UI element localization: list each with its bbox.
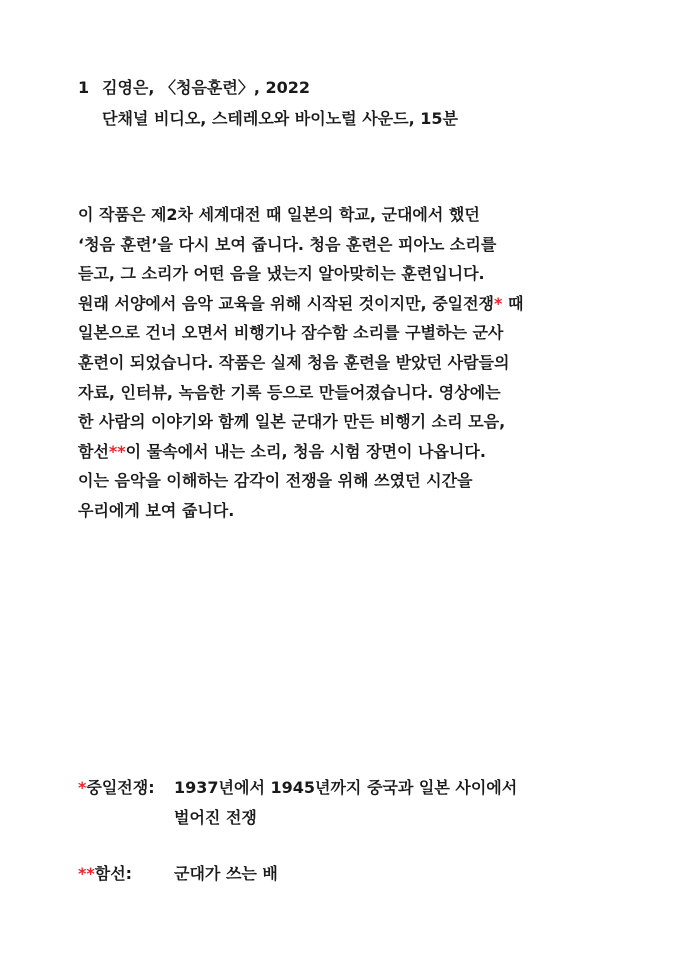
footnotes	[78, 773, 517, 889]
description-line	[78, 289, 638, 319]
footnote-definition	[174, 859, 278, 889]
artwork-description	[78, 200, 638, 526]
footnote-definition-line: 벌어진 전쟁	[174, 808, 257, 827]
description-line: 듣고, 그 소리가 어떤 음을 냈는지 알아맞히는 훈련입니다.	[78, 264, 485, 284]
description-line: ‘청음 훈련’을 다시 보여 줍니다. 청음 훈련은 피아노 소리를	[78, 234, 497, 254]
footnote-mark: *	[78, 778, 87, 797]
footnote-mark: **	[108, 441, 126, 461]
artwork-number: 1	[78, 78, 90, 97]
footnote-definition	[174, 773, 517, 833]
footnote-item	[78, 773, 517, 833]
description-text: 이 물속에서 내는 소리, 청음 시험 장면이 나옵니다.	[125, 441, 486, 461]
description-line: 한 사람의 이야기와 함께 일본 군대가 만든 비행기 소리 모음,	[78, 412, 506, 432]
description-line	[78, 437, 638, 467]
footnote-term-label: 중일전쟁:	[86, 778, 155, 797]
description-text: 함선	[78, 441, 109, 461]
description-line: 이는 음악을 이해하는 감각이 전쟁을 위해 쓰였던 시간을	[78, 471, 473, 491]
footnote-mark: *	[494, 293, 503, 313]
footnote-term	[78, 773, 174, 833]
footnote-term-label: 함선:	[94, 864, 133, 883]
description-text: 때	[502, 293, 524, 313]
description-line: 우리에게 보여 줍니다.	[78, 500, 235, 520]
description-text: 원래 서양에서 음악 교육을 위해 시작된 것이지만, 중일전쟁	[78, 293, 495, 313]
artwork-title-row	[78, 72, 458, 103]
footnote-item	[78, 859, 517, 889]
description-line: 일본으로 건너 오면서 비행기나 잠수함 소리를 구별하는 군사	[78, 323, 504, 343]
footnote-term	[78, 859, 174, 889]
footnote-mark: **	[78, 864, 95, 883]
description-line: 훈련이 되었습니다. 작품은 실제 청음 훈련을 받았던 사람들의	[78, 352, 510, 372]
artwork-caption	[78, 72, 458, 134]
footnote-definition-line: 군대가 쓰는 배	[174, 864, 278, 883]
description-line: 자료, 인터뷰, 녹음한 기록 등으로 만들어졌습니다. 영상에는	[78, 382, 501, 402]
artwork-medium: 단채널 비디오, 스테레오와 바이노럴 사운드, 15분	[102, 109, 458, 128]
footnote-definition-line: 1937년에서 1945년까지 중국과 일본 사이에서	[174, 778, 518, 797]
description-line: 이 작품은 제2차 세계대전 때 일본의 학교, 군대에서 했던	[78, 205, 480, 224]
artwork-title: 김영은, 〈청음훈련〉, 2022	[102, 78, 311, 97]
